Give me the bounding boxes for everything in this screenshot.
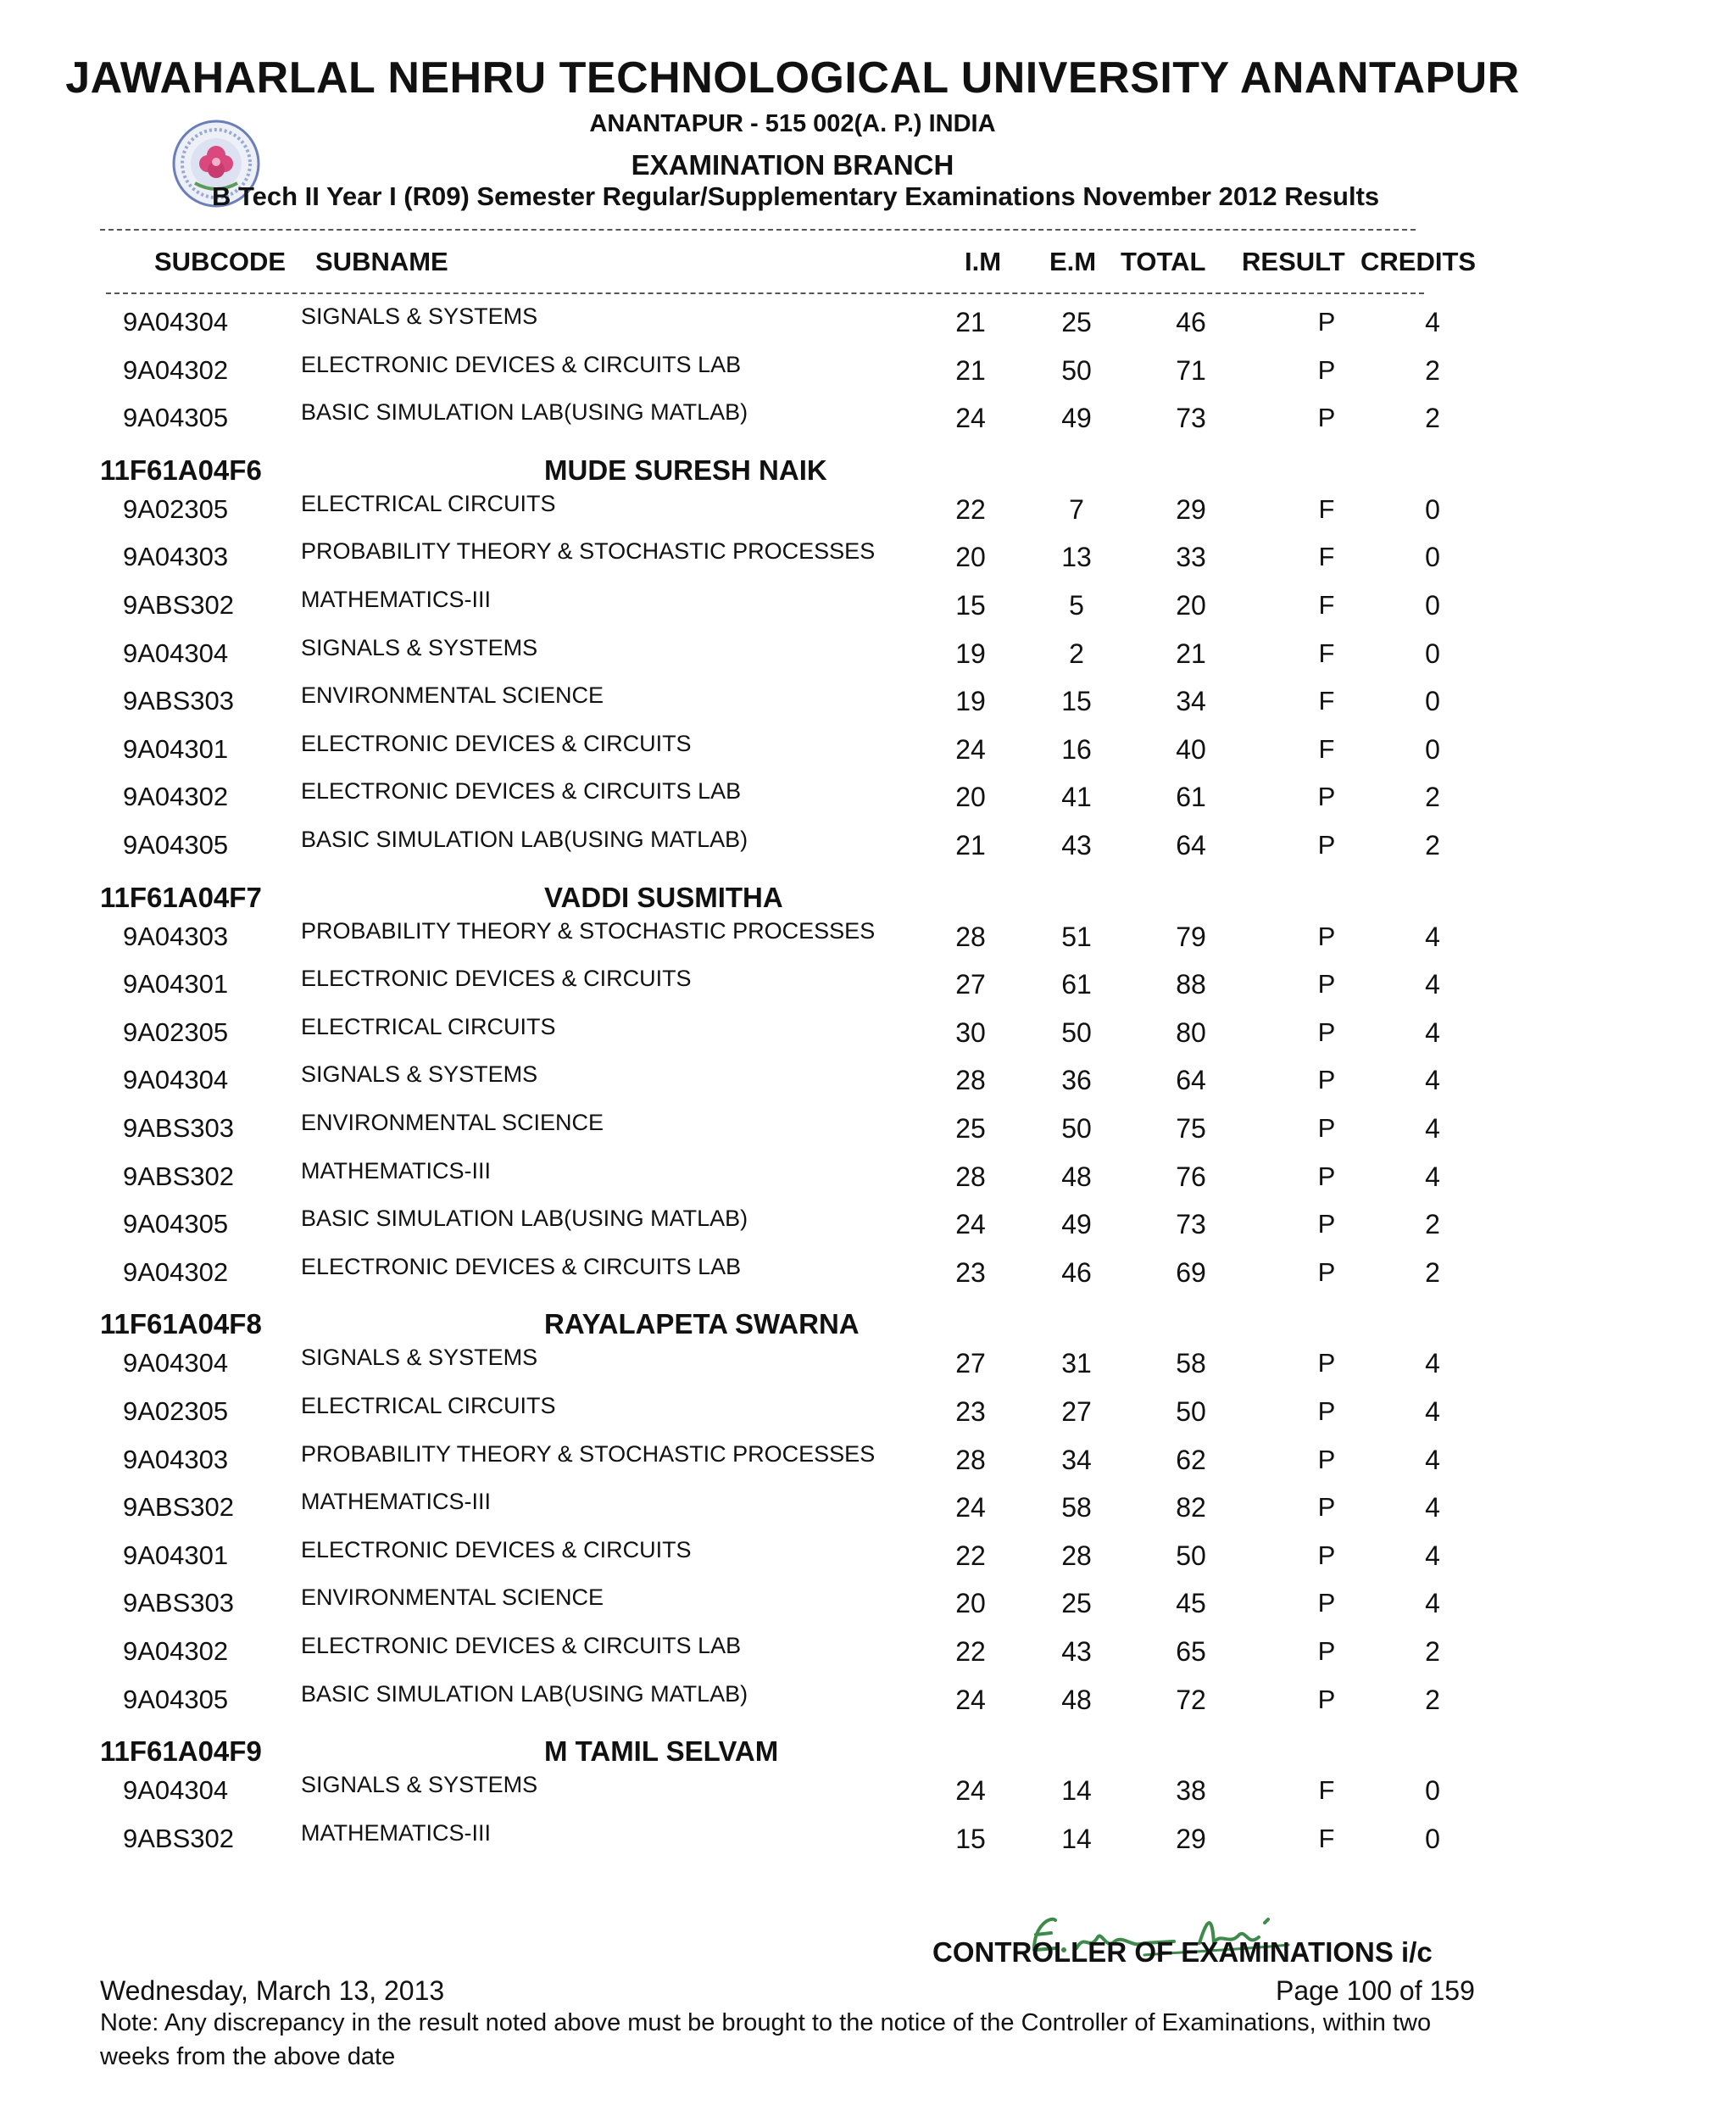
- subject-name: MATHEMATICS-III: [301, 1489, 491, 1515]
- result-status: P: [1317, 307, 1336, 337]
- subject-name: BASIC SIMULATION LAB(USING MATLAB): [301, 827, 748, 852]
- total-marks: 29: [1176, 493, 1206, 525]
- table-row: [0, 1633, 1736, 1685]
- subject-code: 9A04304: [123, 1775, 229, 1806]
- total-marks: 46: [1176, 307, 1206, 337]
- table-row: [0, 730, 1736, 783]
- subject-name: ENVIRONMENTAL SCIENCE: [301, 1110, 604, 1135]
- result-status: P: [1317, 354, 1336, 385]
- credits: 4: [1425, 1016, 1440, 1048]
- table-row: [0, 1157, 1736, 1210]
- total-marks: 62: [1176, 1444, 1206, 1475]
- external-marks: 14: [1061, 1823, 1092, 1854]
- result-status: P: [1317, 921, 1336, 951]
- table-row: [0, 1680, 1736, 1733]
- table-row: [0, 1393, 1736, 1445]
- table-row: [0, 778, 1736, 830]
- table-row: [0, 827, 1736, 878]
- table-row: [0, 1772, 1736, 1824]
- result-status: P: [1317, 1492, 1336, 1523]
- subject-code: 9ABS303: [123, 1588, 234, 1618]
- student-header: [0, 454, 1736, 498]
- subject-name: PROBABILITY THEORY & STOCHASTIC PROCESSES: [301, 917, 876, 944]
- credits: 4: [1425, 1444, 1440, 1475]
- subject-name: ELECTRONIC DEVICES & CIRCUITS: [301, 1536, 692, 1562]
- subject-code: 9A02305: [123, 493, 229, 524]
- page-number: Page 100 of 159: [1276, 1975, 1475, 2006]
- subject-code: 9ABS302: [123, 1823, 234, 1853]
- internal-marks: 23: [955, 1396, 986, 1427]
- external-marks: 50: [1061, 1016, 1092, 1048]
- subject-name: ELECTRONIC DEVICES & CIRCUITS LAB: [301, 1633, 742, 1658]
- subject-code: 9ABS302: [123, 590, 234, 620]
- external-marks: 43: [1061, 1636, 1092, 1667]
- internal-marks: 24: [955, 1684, 986, 1715]
- subject-name: ELECTRICAL CIRCUITS: [301, 490, 556, 516]
- external-marks: 43: [1061, 830, 1092, 860]
- total-marks: 73: [1176, 1209, 1206, 1240]
- internal-marks: 15: [955, 1823, 986, 1854]
- result-status: F: [1318, 1775, 1335, 1806]
- table-row: [0, 634, 1736, 687]
- credits: 2: [1425, 1256, 1440, 1288]
- total-marks: 64: [1176, 1065, 1206, 1096]
- subject-name: SIGNALS & SYSTEMS: [301, 304, 538, 329]
- external-marks: 16: [1061, 733, 1092, 765]
- credits: 2: [1425, 782, 1440, 813]
- total-marks: 80: [1176, 1016, 1206, 1048]
- internal-marks: 20: [955, 782, 986, 813]
- subject-code: 9A04305: [123, 1684, 229, 1714]
- total-marks: 61: [1176, 782, 1206, 813]
- credits: 4: [1425, 307, 1440, 337]
- internal-marks: 24: [955, 1775, 986, 1807]
- table-row: [0, 1819, 1736, 1872]
- total-marks: 88: [1176, 969, 1206, 1000]
- university-title: JAWAHARLAL NEHRU TECHNOLOGICAL UNIVERSITY ANANTAPUR: [65, 53, 1520, 103]
- student-id: 11F61A04F9: [100, 1735, 262, 1768]
- result-status: P: [1317, 1588, 1336, 1618]
- internal-marks: 21: [955, 830, 986, 860]
- credits: 2: [1425, 830, 1440, 860]
- table-row: [0, 1536, 1736, 1589]
- internal-marks: 28: [955, 1161, 986, 1192]
- result-status: P: [1317, 1016, 1336, 1047]
- total-marks: 72: [1176, 1684, 1206, 1715]
- subject-code: 9A04303: [123, 542, 229, 572]
- internal-marks: 30: [955, 1016, 986, 1048]
- subject-code: 9ABS302: [123, 1161, 234, 1191]
- student-name: RAYALAPETA SWARNA: [544, 1308, 860, 1340]
- total-marks: 45: [1176, 1588, 1206, 1619]
- total-marks: 75: [1176, 1113, 1206, 1144]
- total-marks: 21: [1176, 638, 1206, 669]
- result-status: P: [1317, 969, 1336, 1000]
- table-row: [0, 1585, 1736, 1636]
- result-status: F: [1318, 542, 1335, 572]
- student-id: 11F61A04F7: [100, 881, 262, 913]
- credits: 2: [1425, 403, 1440, 434]
- total-marks: 33: [1176, 542, 1206, 573]
- subject-code: 9A04305: [123, 1209, 229, 1239]
- external-marks: 46: [1061, 1256, 1092, 1288]
- issue-date: Wednesday, March 13, 2013: [100, 1975, 445, 2006]
- subject-name: MATHEMATICS-III: [301, 1157, 491, 1184]
- table-row: [0, 682, 1736, 734]
- table-row: [0, 1440, 1736, 1493]
- subject-code: 9ABS303: [123, 1113, 234, 1143]
- subject-code: 9ABS302: [123, 1492, 234, 1523]
- student-name: VADDI SUSMITHA: [544, 881, 783, 913]
- subject-name: PROBABILITY THEORY & STOCHASTIC PROCESSES: [301, 538, 876, 565]
- external-marks: 36: [1061, 1065, 1092, 1096]
- table-row: [0, 917, 1736, 970]
- external-marks: 14: [1061, 1775, 1092, 1807]
- external-marks: 49: [1061, 1209, 1092, 1240]
- table-row: [0, 1206, 1736, 1257]
- result-status: P: [1317, 1209, 1336, 1239]
- subject-name: BASIC SIMULATION LAB(USING MATLAB): [301, 1206, 748, 1232]
- subject-code: 9A04302: [123, 354, 229, 385]
- footer-note-line-2: weeks from the above date: [100, 2043, 396, 2070]
- credits: 4: [1425, 1161, 1440, 1192]
- credits: 0: [1425, 638, 1440, 669]
- total-marks: 34: [1176, 686, 1206, 717]
- result-status: F: [1318, 493, 1335, 524]
- internal-marks: 23: [955, 1256, 986, 1288]
- internal-marks: 22: [955, 1540, 986, 1571]
- subject-name: MATHEMATICS-III: [301, 1819, 491, 1846]
- credits: 4: [1425, 1065, 1440, 1096]
- subject-code: 9A02305: [123, 1016, 229, 1047]
- result-status: P: [1317, 782, 1336, 812]
- student-name: MUDE SURESH NAIK: [544, 454, 827, 486]
- subject-code: 9A04303: [123, 1444, 229, 1474]
- student-id: 11F61A04F6: [100, 454, 262, 486]
- subject-code: 9A04305: [123, 403, 229, 433]
- student-id: 11F61A04F8: [100, 1308, 262, 1340]
- table-row: [0, 490, 1736, 543]
- total-marks: 79: [1176, 921, 1206, 952]
- total-marks: 76: [1176, 1161, 1206, 1192]
- table-row: [0, 538, 1736, 590]
- result-status: P: [1317, 1684, 1336, 1714]
- internal-marks: 27: [955, 969, 986, 1000]
- subject-code: 9A04301: [123, 733, 229, 764]
- subject-code: 9A04304: [123, 1065, 229, 1095]
- credits: 2: [1425, 1636, 1440, 1667]
- credits: 4: [1425, 969, 1440, 1000]
- credits: 2: [1425, 1209, 1440, 1240]
- subject-code: 9A04302: [123, 782, 229, 812]
- subject-name: ELECTRONIC DEVICES & CIRCUITS LAB: [301, 1253, 742, 1279]
- table-row: [0, 399, 1736, 451]
- credits: 0: [1425, 686, 1440, 717]
- subject-name: SIGNALS & SYSTEMS: [301, 1061, 538, 1088]
- column-header-subname: SUBNAME: [315, 247, 448, 276]
- internal-marks: 21: [955, 307, 986, 337]
- external-marks: 27: [1061, 1396, 1092, 1427]
- subject-code: 9A04304: [123, 1348, 229, 1378]
- column-header-credits: CREDITS: [1360, 247, 1477, 276]
- table-row: [0, 1253, 1736, 1306]
- result-status: P: [1317, 1161, 1336, 1191]
- total-marks: 73: [1176, 403, 1206, 434]
- internal-marks: 24: [955, 1492, 986, 1523]
- subject-code: 9A04304: [123, 307, 229, 337]
- credits: 4: [1425, 1588, 1440, 1619]
- subject-name: ELECTRONIC DEVICES & CIRCUITS: [301, 966, 692, 992]
- result-status: P: [1317, 1396, 1336, 1426]
- subject-code: 9A04304: [123, 638, 229, 668]
- table-row: [0, 1489, 1736, 1540]
- external-marks: 58: [1061, 1492, 1092, 1523]
- subject-code: 9A04302: [123, 1256, 229, 1287]
- table-row: [0, 966, 1736, 1017]
- total-marks: 58: [1176, 1348, 1206, 1379]
- external-marks: 5: [1069, 590, 1084, 621]
- column-header-subcode: SUBCODE: [154, 247, 287, 276]
- external-marks: 25: [1061, 307, 1092, 337]
- total-marks: 82: [1176, 1492, 1206, 1523]
- table-row: [0, 587, 1736, 638]
- total-marks: 69: [1176, 1256, 1206, 1288]
- subject-code: 9A04302: [123, 1636, 229, 1666]
- column-header-em: E.M: [1049, 247, 1097, 276]
- credits: 4: [1425, 921, 1440, 952]
- internal-marks: 20: [955, 1588, 986, 1619]
- credits: 0: [1425, 733, 1440, 765]
- internal-marks: 27: [955, 1348, 986, 1379]
- subject-name: SIGNALS & SYSTEMS: [301, 634, 538, 660]
- credits: 4: [1425, 1113, 1440, 1144]
- credits: 4: [1425, 1540, 1440, 1571]
- column-header-result: RESULT: [1242, 247, 1345, 276]
- credits: 0: [1425, 590, 1440, 621]
- internal-marks: 28: [955, 1065, 986, 1096]
- subject-name: MATHEMATICS-III: [301, 587, 491, 612]
- external-marks: 2: [1069, 638, 1084, 669]
- external-marks: 49: [1061, 403, 1092, 434]
- external-marks: 61: [1061, 969, 1092, 1000]
- external-marks: 50: [1061, 1113, 1092, 1144]
- internal-marks: 15: [955, 590, 986, 621]
- external-marks: 34: [1061, 1444, 1092, 1475]
- internal-marks: 21: [955, 354, 986, 386]
- divider-top: [100, 229, 1416, 231]
- internal-marks: 22: [955, 1636, 986, 1667]
- subject-name: PROBABILITY THEORY & STOCHASTIC PROCESSES: [301, 1440, 876, 1467]
- divider-header: [106, 292, 1424, 294]
- university-address: ANANTAPUR - 515 002(A. P.) INDIA: [589, 110, 996, 137]
- table-row: [0, 1110, 1736, 1161]
- student-name: M TAMIL SELVAM: [544, 1735, 779, 1768]
- total-marks: 50: [1176, 1540, 1206, 1571]
- credits: 0: [1425, 542, 1440, 573]
- result-status: F: [1318, 686, 1335, 716]
- internal-marks: 28: [955, 921, 986, 952]
- subject-name: ELECTRONIC DEVICES & CIRCUITS LAB: [301, 778, 742, 805]
- result-status: P: [1317, 1540, 1336, 1570]
- subject-name: ENVIRONMENTAL SCIENCE: [301, 1585, 604, 1611]
- result-status: P: [1317, 1256, 1336, 1287]
- subject-code: 9A04301: [123, 969, 229, 1000]
- subject-code: 9ABS303: [123, 686, 234, 716]
- subject-code: 9A04303: [123, 921, 229, 951]
- internal-marks: 19: [955, 686, 986, 717]
- internal-marks: 24: [955, 1209, 986, 1240]
- total-marks: 50: [1176, 1396, 1206, 1427]
- external-marks: 28: [1061, 1540, 1092, 1571]
- internal-marks: 22: [955, 493, 986, 525]
- internal-marks: 24: [955, 403, 986, 434]
- credits: 0: [1425, 1823, 1440, 1854]
- subject-name: SIGNALS & SYSTEMS: [301, 1345, 538, 1371]
- column-header-im: I.M: [965, 247, 1002, 276]
- total-marks: 20: [1176, 590, 1206, 621]
- result-status: P: [1317, 1348, 1336, 1378]
- subject-name: SIGNALS & SYSTEMS: [301, 1772, 538, 1798]
- credits: 0: [1425, 493, 1440, 525]
- credits: 4: [1425, 1396, 1440, 1427]
- subject-name: ELECTRONIC DEVICES & CIRCUITS: [301, 730, 692, 756]
- external-marks: 51: [1061, 921, 1092, 952]
- external-marks: 15: [1061, 686, 1092, 717]
- total-marks: 38: [1176, 1775, 1206, 1807]
- result-status: P: [1317, 403, 1336, 433]
- total-marks: 29: [1176, 1823, 1206, 1854]
- table-row: [0, 351, 1736, 404]
- external-marks: 50: [1061, 354, 1092, 386]
- result-status: F: [1318, 733, 1335, 764]
- table-row: [0, 1061, 1736, 1113]
- internal-marks: 28: [955, 1444, 986, 1475]
- subject-name: BASIC SIMULATION LAB(USING MATLAB): [301, 399, 748, 426]
- result-status: P: [1317, 1065, 1336, 1095]
- student-header: [0, 1308, 1736, 1352]
- subject-name: ELECTRONIC DEVICES & CIRCUITS LAB: [301, 351, 742, 377]
- exam-branch-title: EXAMINATION BRANCH: [631, 149, 954, 181]
- result-status: P: [1317, 1636, 1336, 1666]
- total-marks: 65: [1176, 1636, 1206, 1667]
- subject-code: 9A04301: [123, 1540, 229, 1570]
- column-header-total: TOTAL: [1121, 247, 1206, 276]
- credits: 0: [1425, 1775, 1440, 1807]
- internal-marks: 25: [955, 1113, 986, 1144]
- footer-note-line-1: Note: Any discrepancy in the result noted above must be brought to the notice of the Controller of Examinations, within two: [100, 2009, 1432, 2036]
- result-status: P: [1317, 1444, 1336, 1474]
- subject-name: BASIC SIMULATION LAB(USING MATLAB): [301, 1680, 748, 1707]
- external-marks: 7: [1069, 493, 1084, 525]
- external-marks: 31: [1061, 1348, 1092, 1379]
- subject-code: 9A02305: [123, 1396, 229, 1426]
- internal-marks: 24: [955, 733, 986, 765]
- total-marks: 71: [1176, 354, 1206, 386]
- credits: 4: [1425, 1492, 1440, 1523]
- student-header: [0, 1735, 1736, 1779]
- credits: 2: [1425, 354, 1440, 386]
- controller-signature-label: CONTROLLER OF EXAMINATIONS i/c: [932, 1936, 1433, 1968]
- total-marks: 40: [1176, 733, 1206, 765]
- subject-name: ENVIRONMENTAL SCIENCE: [301, 682, 604, 709]
- table-row: [0, 304, 1736, 355]
- subject-code: 9A04305: [123, 830, 229, 860]
- external-marks: 48: [1061, 1161, 1092, 1192]
- external-marks: 25: [1061, 1588, 1092, 1619]
- result-status: P: [1317, 830, 1336, 860]
- internal-marks: 20: [955, 542, 986, 573]
- credits: 2: [1425, 1684, 1440, 1715]
- result-status: F: [1318, 590, 1335, 620]
- external-marks: 48: [1061, 1684, 1092, 1715]
- subject-name: ELECTRICAL CIRCUITS: [301, 1393, 556, 1418]
- result-status: F: [1318, 1823, 1335, 1853]
- table-row: [0, 1345, 1736, 1396]
- result-status: P: [1317, 1113, 1336, 1143]
- internal-marks: 19: [955, 638, 986, 669]
- credits: 4: [1425, 1348, 1440, 1379]
- subject-name: ELECTRICAL CIRCUITS: [301, 1013, 556, 1039]
- result-status: F: [1318, 638, 1335, 668]
- external-marks: 13: [1061, 542, 1092, 573]
- exam-title: B Tech II Year I (R09) Semester Regular/Supplementary Examinations November 2012 Results: [212, 181, 1380, 211]
- table-row: [0, 1013, 1736, 1066]
- external-marks: 41: [1061, 782, 1092, 813]
- total-marks: 64: [1176, 830, 1206, 860]
